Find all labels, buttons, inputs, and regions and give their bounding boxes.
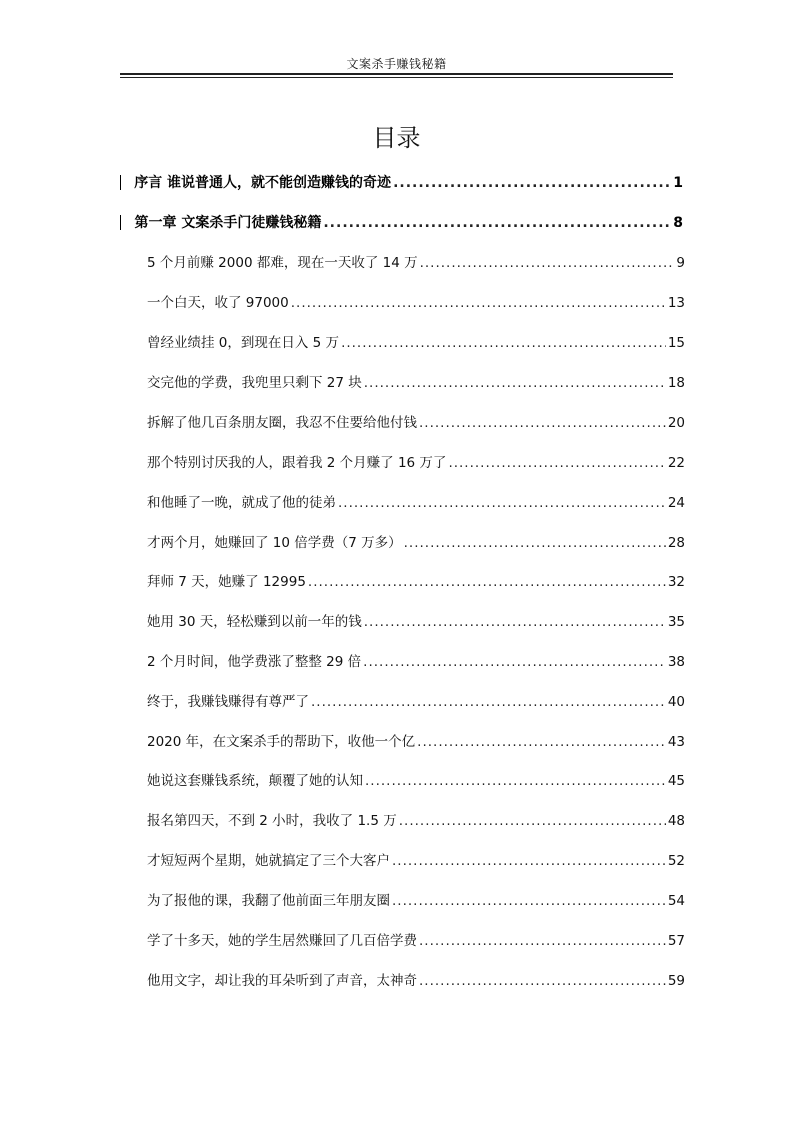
- toc-entry[interactable]: [147, 889, 685, 909]
- toc-page-number: 28: [667, 535, 685, 551]
- dot-leader: [419, 933, 666, 949]
- dot-leader: [308, 574, 666, 590]
- toc-page-number: 22: [667, 455, 685, 471]
- toc-entry-text: 她说这套赚钱系统，颠覆了她的认知: [147, 773, 363, 789]
- toc-page-number: 35: [667, 614, 685, 630]
- toc-entry[interactable]: [147, 411, 685, 431]
- toc-entry[interactable]: [147, 531, 685, 551]
- toc-page-number: 48: [667, 813, 685, 829]
- toc-entry-text: 和他睡了一晚，就成了他的徒弟: [147, 495, 336, 511]
- dot-leader: [417, 734, 666, 750]
- toc-page-number: 18: [667, 375, 685, 391]
- toc-entry[interactable]: [147, 849, 685, 869]
- toc-entry[interactable]: [147, 371, 685, 391]
- toc-entry[interactable]: [147, 690, 685, 710]
- dot-leader: [363, 654, 666, 670]
- toc-entry-preface[interactable]: [120, 172, 683, 192]
- toc-entry-text: 他用文字，却让我的耳朵听到了声音，太神奇: [147, 973, 417, 989]
- toc-entry-text: 5 个月前赚 2000 都难，现在一天收了 14 万: [147, 255, 418, 271]
- toc-entry[interactable]: [147, 331, 685, 351]
- dot-leader: [392, 893, 666, 909]
- toc-page-number: 1: [673, 175, 683, 191]
- dot-leader: [364, 375, 666, 391]
- dot-leader: [323, 215, 671, 231]
- toc-page-number: 38: [667, 654, 685, 670]
- toc-entry-text: 为了报他的课，我翻了他前面三年朋友圈: [147, 893, 390, 909]
- toc-entry-text: 2 个月时间，他学费涨了整整 29 倍: [147, 654, 362, 670]
- toc-entry-text: 一个白天，收了 97000: [147, 295, 289, 311]
- toc-entry[interactable]: [147, 969, 685, 989]
- toc-page-number: 20: [667, 415, 685, 431]
- toc-entry-text: 序言 谁说普通人，就不能创造赚钱的奇迹: [134, 175, 392, 191]
- toc-entry-text: 学了十多天，她的学生居然赚回了几百倍学费: [147, 933, 417, 949]
- toc-page-number: 57: [667, 933, 685, 949]
- toc-entry[interactable]: [147, 730, 685, 750]
- dot-leader: [365, 773, 666, 789]
- toc-entry-text: 2020 年，在文案杀手的帮助下，收他一个亿: [147, 734, 416, 750]
- dot-leader: [338, 495, 666, 511]
- toc-page-number: 15: [667, 335, 685, 351]
- dot-leader: [419, 973, 666, 989]
- toc-entry-chapter-1[interactable]: [120, 212, 683, 232]
- toc-entry-text: 曾经业绩挂 0，到现在日入 5 万: [147, 335, 340, 351]
- toc-entry-text: 报名第四天，不到 2 小时，我收了 1.5 万: [147, 813, 397, 829]
- toc-page-number: 40: [667, 694, 685, 710]
- toc-entry[interactable]: [147, 769, 685, 789]
- dot-leader: [404, 535, 666, 551]
- dot-leader: [420, 255, 675, 271]
- toc-entry[interactable]: [147, 451, 685, 471]
- toc-page-number: 43: [667, 734, 685, 750]
- toc-entry-text: 拜师 7 天，她赚了 12995: [147, 574, 306, 590]
- dot-leader: [399, 813, 666, 829]
- dot-leader: [392, 853, 666, 869]
- toc-page-number: 8: [673, 215, 683, 231]
- header-rule: [120, 73, 673, 75]
- toc-entry-text: 才两个月，她赚回了 10 倍学费（7 万多）: [147, 535, 402, 551]
- toc-entry[interactable]: [147, 929, 685, 949]
- toc-page-number: 59: [667, 973, 685, 989]
- dot-leader: [393, 175, 671, 191]
- running-header: 文案杀手赚钱秘籍: [346, 57, 447, 71]
- toc-entry[interactable]: [147, 570, 685, 590]
- toc-entry-text: 才短短两个星期，她就搞定了三个大客户: [147, 853, 390, 869]
- toc-page-number: 24: [667, 495, 685, 511]
- toc-page-number: 9: [676, 255, 685, 271]
- dot-leader: [419, 415, 666, 431]
- toc-entry[interactable]: [147, 610, 685, 630]
- toc-page-number: 13: [667, 295, 685, 311]
- toc-page-number: 52: [667, 853, 685, 869]
- toc-entry[interactable]: [147, 491, 685, 511]
- toc-entry-text: 拆解了他几百条朋友圈，我忍不住要给他付钱: [147, 415, 417, 431]
- toc-entry-text: 第一章 文案杀手门徒赚钱秘籍: [134, 215, 322, 231]
- toc-entry[interactable]: [147, 650, 685, 670]
- header-rule-thin: [120, 77, 673, 78]
- dot-leader: [311, 694, 666, 710]
- toc-entry-text: 她用 30 天，轻松赚到以前一年的钱: [147, 614, 362, 630]
- toc-title: 目录: [372, 124, 421, 152]
- toc-page-number: 54: [667, 893, 685, 909]
- toc-entry[interactable]: [147, 809, 685, 829]
- dot-leader: [341, 335, 666, 351]
- toc-entry[interactable]: [147, 291, 685, 311]
- toc-page-number: 32: [667, 574, 685, 590]
- heading-marker-icon: [120, 175, 121, 190]
- toc-page-number: 45: [667, 773, 685, 789]
- toc-entry-text: 终于，我赚钱赚得有尊严了: [147, 694, 309, 710]
- dot-leader: [448, 455, 665, 471]
- toc-entry[interactable]: [147, 251, 685, 271]
- heading-marker-icon: [120, 215, 121, 230]
- dot-leader: [364, 614, 666, 630]
- toc-entry-text: 那个特别讨厌我的人，跟着我 2 个月赚了 16 万了: [147, 455, 447, 471]
- toc-entry-text: 交完他的学费，我兜里只剩下 27 块: [147, 375, 362, 391]
- dot-leader: [291, 295, 666, 311]
